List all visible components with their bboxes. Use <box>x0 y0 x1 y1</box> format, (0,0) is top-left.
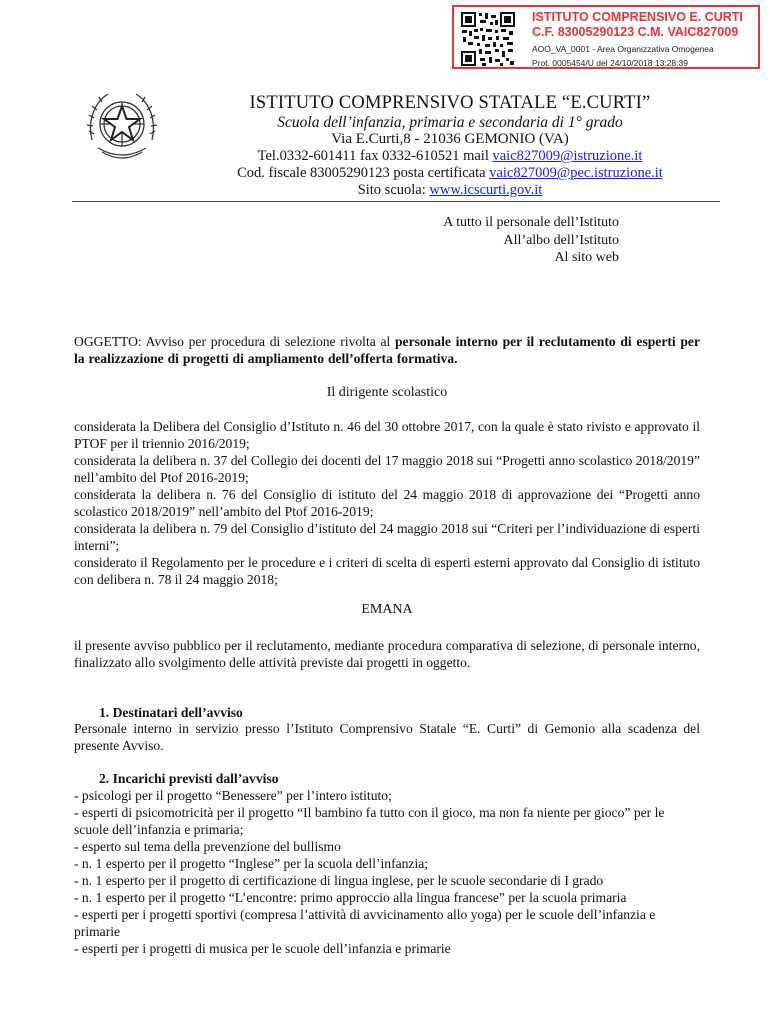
consideration-item: considerata la delibera n. 76 del Consiglio di istituto del 24 maggio 2018 di approvazione dei “Progetti anno scolastico 2018/2019” nell’ambito del Ptof 2016-2019; <box>74 487 700 519</box>
site-label: Sito scuola: <box>357 182 430 198</box>
school-contacts <box>180 148 720 165</box>
school-address: Via E.Curti,8 - 21036 GEMONIO (VA) <box>331 131 569 147</box>
dirigente-heading: Il dirigente scolastico <box>326 385 448 400</box>
subject <box>74 333 700 367</box>
list-item: - n. 1 esperto per il progetto “Inglese” per la scuola dell’infanzia; <box>74 856 429 871</box>
subject-prefix: OGGETTO: Avviso per procedura di selezione rivolta al <box>74 334 395 349</box>
emana-heading: EMANA <box>361 602 413 617</box>
recipient-staff: A tutto il personale dell’Istituto <box>443 215 619 230</box>
consideration-item: considerata la Delibera del Consiglio d’Istituto n. 46 del 30 ottobre 2017, con la quale è stato rivisto e approvato il PTOF per il triennio 2016/2019; <box>74 419 700 451</box>
section-2-list <box>74 787 700 957</box>
list-item: - psicologi per il progetto “Benessere” per l’intero istituto; <box>74 788 392 803</box>
school-name: ISTITUTO COMPRENSIVO STATALE “E.CURTI” <box>249 93 651 113</box>
consideration-item: considerato il Regolamento per le procedure e i criteri di scelta di esperti esterni approvato dal Consiglio di istituto con delibera n. 78 il 24 maggio 2018; <box>74 555 700 587</box>
list-item: - esperto sul tema della prevenzione del bullismo <box>74 839 341 854</box>
pec-link[interactable]: vaic827009@pec.istruzione.it <box>489 165 663 181</box>
recipient-notice-board: All’albo dell’Istituto <box>503 233 619 248</box>
subject-bold: personale interno per il reclutamento di esperti per la realizzazione di progetti di ampliamento dell’offerta formativa. <box>74 334 700 366</box>
section-2-title: 2. Incarichi previsti dall’avviso <box>99 771 279 786</box>
consideration-item: considerata la delibera n. 79 del Consiglio d’istituto del 24 maggio 2018 sui “Criteri per l’individuazione di esperti interni”; <box>74 521 700 553</box>
protocol-stamp <box>452 5 760 69</box>
website-link[interactable]: www.icscurti.gov.it <box>429 182 543 198</box>
stamp-fiscal-code: C.F. 83005290123 C.M. VAIC827009 <box>532 25 739 39</box>
list-item: - esperti per i progetti sportivi (compresa l’attività di avvicinamento allo yoga) per le scuole dell’infanzia e primarie <box>74 907 656 939</box>
italian-republic-emblem-icon <box>80 84 164 168</box>
stamp-school-name: ISTITUTO COMPRENSIVO E. CURTI <box>532 10 743 24</box>
email-link[interactable]: vaic827009@istruzione.it <box>492 148 643 164</box>
fiscal-code-label: Cod. fiscale 83005290123 posta certificata <box>237 165 490 181</box>
school-fiscal-pec <box>180 165 720 182</box>
qr-code-icon <box>460 11 516 67</box>
stamp-protocol-number: Prot. 0005454/U del 24/10/2018 13:28:39 <box>532 58 688 68</box>
intro-paragraph <box>74 637 700 671</box>
list-item: - n. 1 esperto per il progetto “L’encontre: primo approccio alla lingua francese” per la scuola primaria <box>74 890 627 905</box>
recipient-website: Al sito web <box>554 250 619 265</box>
school-type: Scuola dell’infanzia, primaria e secondaria di 1° grado <box>277 114 623 131</box>
intro-text: il presente avviso pubblico per il reclutamento, mediante procedura comparativa di selezione, di personale interno, finalizzato allo svolgimento delle attività previste dai progetti in oggetto. <box>74 638 700 670</box>
list-item: - esperti di psicomotricità per il progetto “Il bambino fa tutto con il gioco, ma non fa niente per gioco” per le scuole dell’infanzia e primaria; <box>74 805 665 837</box>
header-divider <box>72 201 720 202</box>
phone-fax-label: Tel.0332-601411 fax 0332-610521 mail <box>257 148 493 164</box>
list-item: - esperti per i progetti di musica per le scuole dell’infanzia e primarie <box>74 941 451 956</box>
list-item: - n. 1 esperto per il progetto di certificazione di lingua inglese, per le scuole secondarie di I grado <box>74 873 604 888</box>
stamp-aoo: AOO_VA_0001 - Area Organizzativa Omogenea <box>532 44 714 54</box>
section-1-body <box>74 720 700 754</box>
school-site <box>180 182 720 199</box>
section-1-title: 1. Destinatari dell’avviso <box>99 705 243 720</box>
section-1-text: Personale interno in servizio presso l’Istituto Comprensivo Statale “E. Curti” di Gemonio alla scadenza del presente Avviso. <box>74 721 700 753</box>
consideration-item: considerata la delibera n. 37 del Collegio dei docenti del 17 maggio 2018 sui “Progetti anno scolastico 2018/2019” nell’ambito del Ptof 2016-2019; <box>74 453 700 485</box>
considerations-list <box>74 418 700 588</box>
